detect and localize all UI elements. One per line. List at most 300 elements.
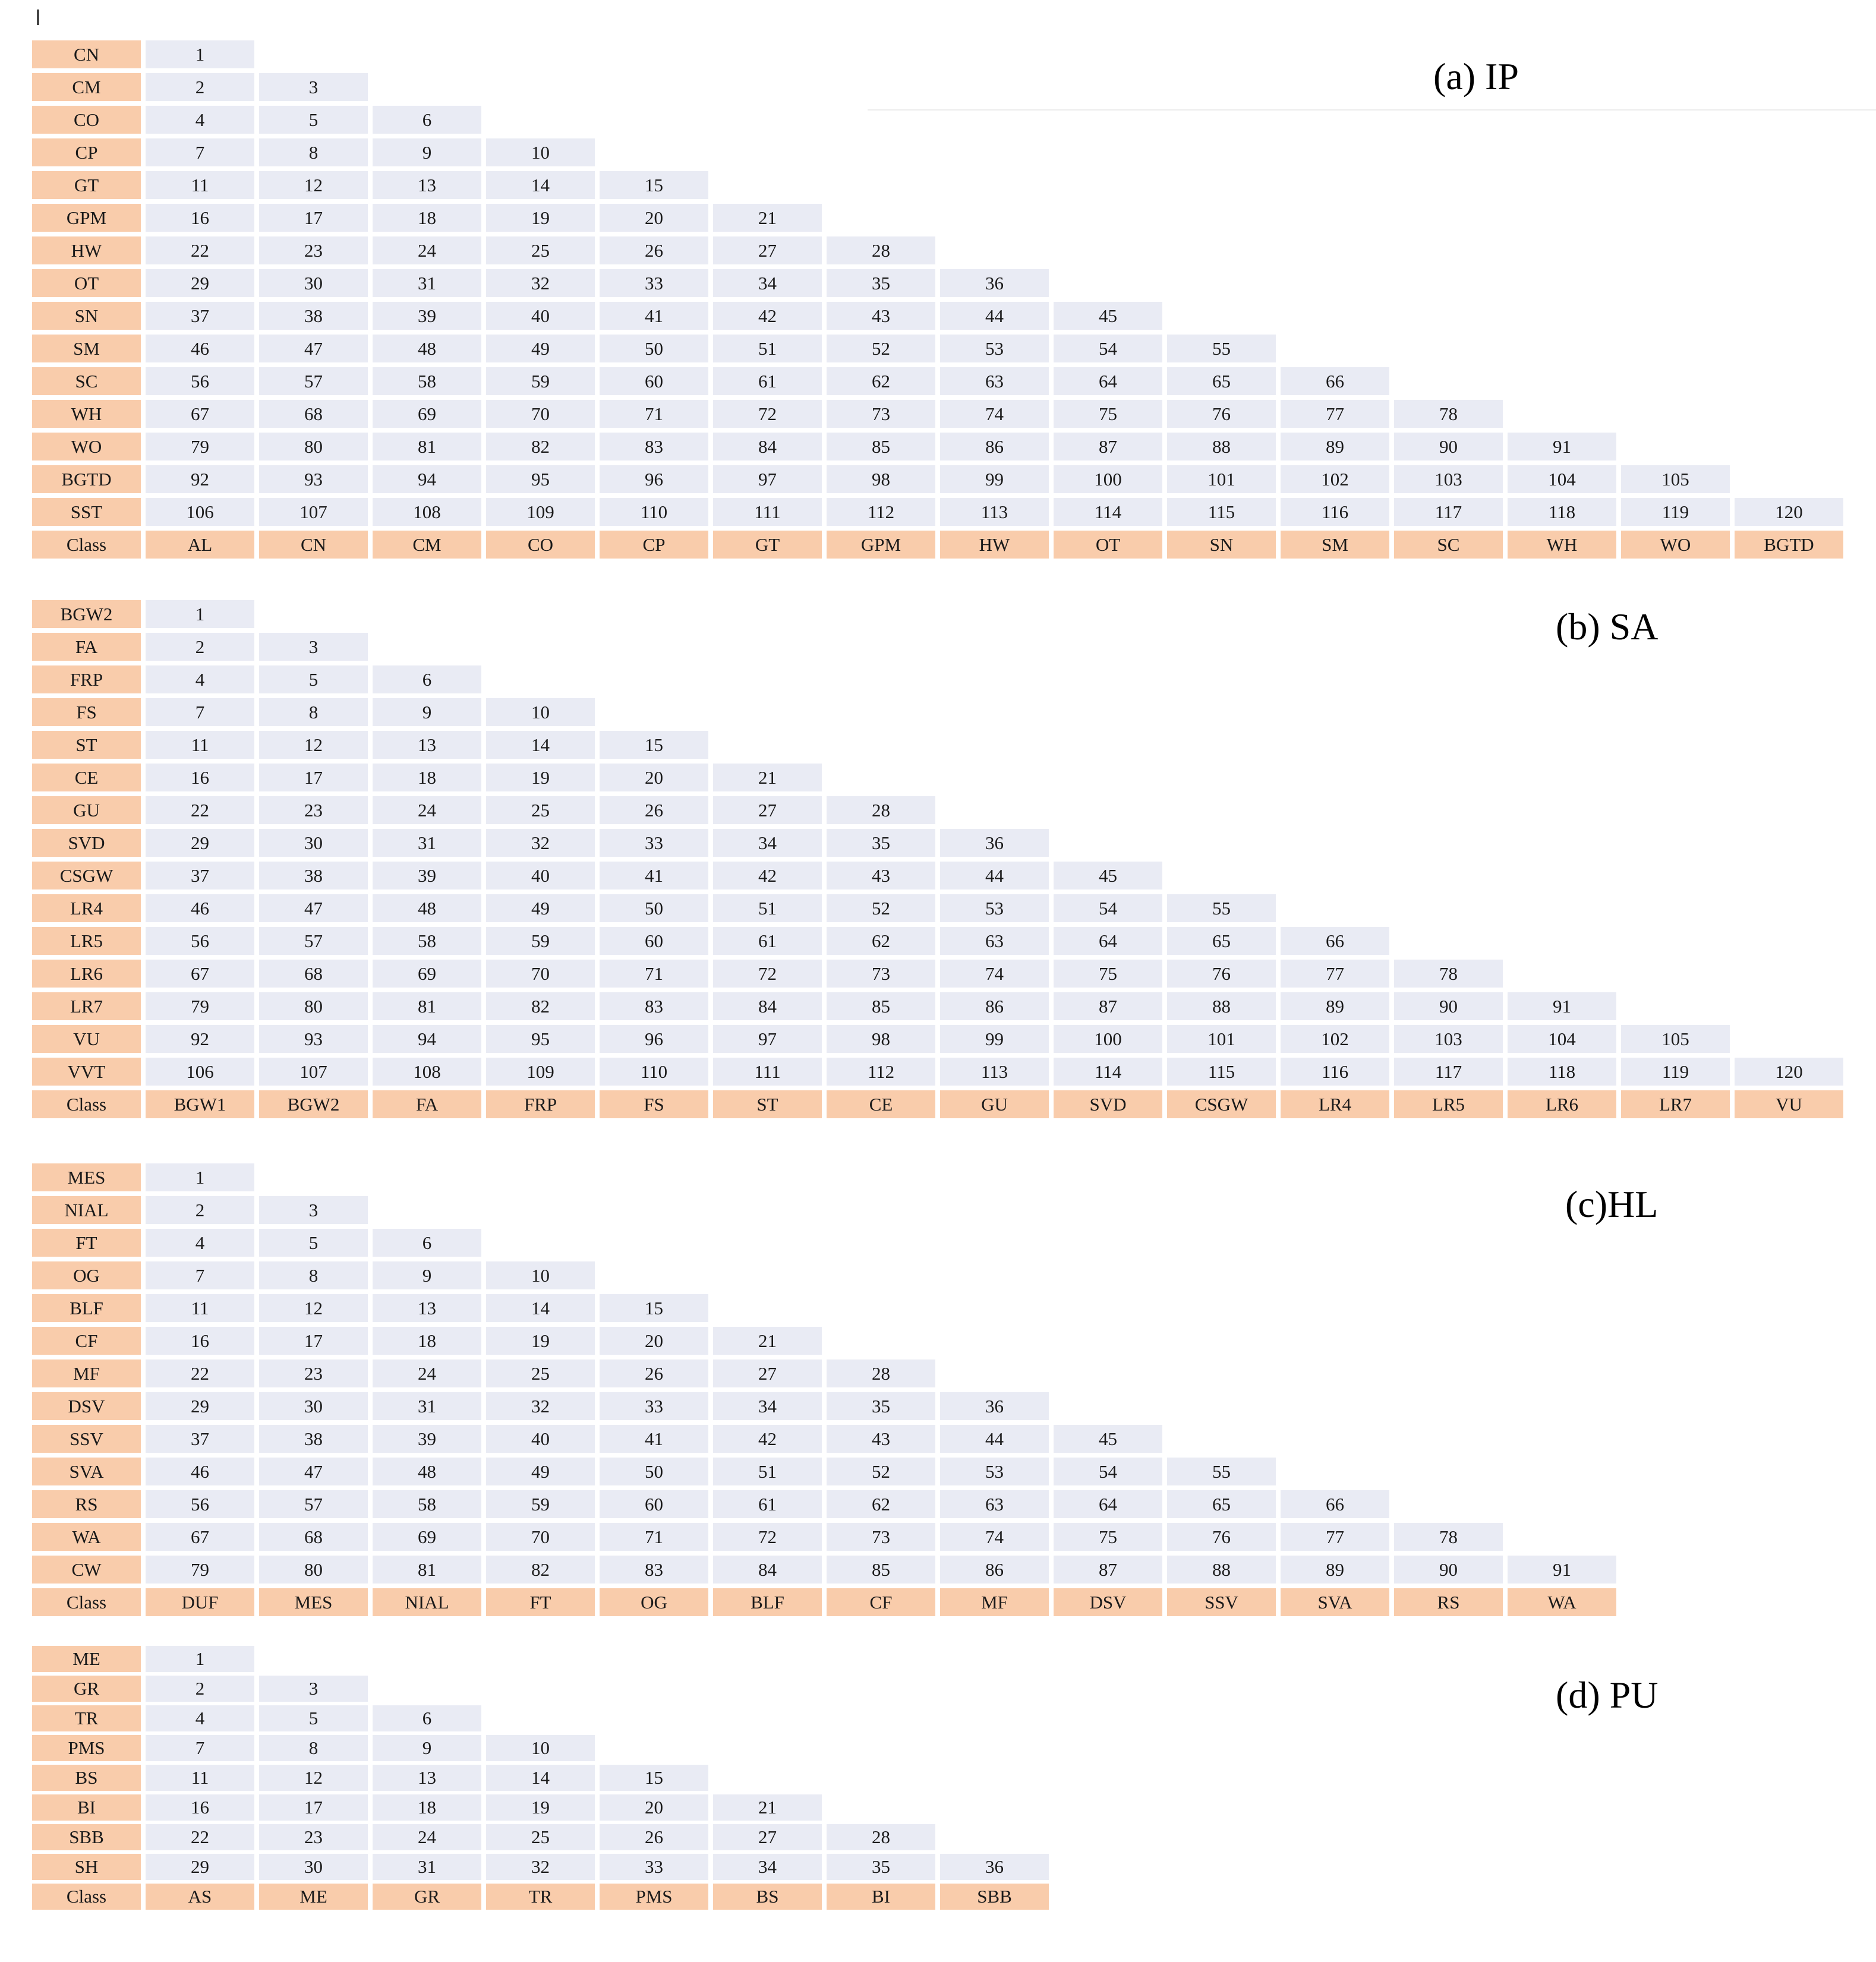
matrix-cell: 111 bbox=[713, 1058, 822, 1086]
matrix-cell: 31 bbox=[373, 1854, 481, 1880]
class-cell: BGTD bbox=[1735, 531, 1843, 559]
matrix-cell: 44 bbox=[940, 1425, 1049, 1453]
matrix-cell: 55 bbox=[1167, 335, 1276, 362]
row-label: WO bbox=[32, 433, 141, 460]
matrix-cell: 118 bbox=[1508, 1058, 1616, 1086]
table-row bbox=[32, 1058, 1848, 1086]
matrix-cell: 35 bbox=[827, 829, 935, 857]
matrix-cell: 105 bbox=[1621, 465, 1730, 493]
matrix-cell: 33 bbox=[600, 269, 708, 297]
table-row bbox=[32, 1392, 1621, 1420]
table-row bbox=[32, 498, 1848, 526]
matrix-cell: 26 bbox=[600, 236, 708, 264]
matrix-cell: 34 bbox=[713, 1854, 822, 1880]
panel-b-table bbox=[32, 600, 1848, 1123]
class-cell: HW bbox=[940, 531, 1049, 559]
matrix-cell: 21 bbox=[713, 204, 822, 232]
matrix-cell: 64 bbox=[1054, 1490, 1162, 1518]
matrix-cell: 117 bbox=[1394, 498, 1503, 526]
matrix-cell: 36 bbox=[940, 1854, 1049, 1880]
matrix-cell: 103 bbox=[1394, 1025, 1503, 1053]
matrix-cell: 70 bbox=[486, 1523, 595, 1551]
matrix-cell: 40 bbox=[486, 302, 595, 330]
matrix-cell: 113 bbox=[940, 498, 1049, 526]
matrix-cell: 15 bbox=[600, 731, 708, 759]
matrix-cell: 60 bbox=[600, 927, 708, 955]
row-label: HW bbox=[32, 236, 141, 264]
class-row bbox=[32, 1090, 1848, 1118]
matrix-cell: 45 bbox=[1054, 302, 1162, 330]
table-row bbox=[32, 1261, 1621, 1289]
matrix-cell: 112 bbox=[827, 498, 935, 526]
matrix-cell: 22 bbox=[146, 1359, 254, 1387]
matrix-cell: 111 bbox=[713, 498, 822, 526]
row-label: SM bbox=[32, 335, 141, 362]
matrix-cell: 69 bbox=[373, 400, 481, 428]
matrix-cell: 105 bbox=[1621, 1025, 1730, 1053]
matrix-cell: 60 bbox=[600, 367, 708, 395]
matrix-cell: 5 bbox=[259, 106, 368, 134]
matrix-cell: 2 bbox=[146, 1196, 254, 1224]
matrix-cell: 39 bbox=[373, 302, 481, 330]
matrix-cell: 74 bbox=[940, 1523, 1049, 1551]
matrix-cell: 24 bbox=[373, 1824, 481, 1850]
table-row bbox=[32, 665, 1848, 693]
matrix-cell: 88 bbox=[1167, 992, 1276, 1020]
row-label: BGW2 bbox=[32, 600, 141, 628]
class-cell: BS bbox=[713, 1884, 822, 1910]
matrix-cell: 28 bbox=[827, 236, 935, 264]
matrix-cell: 38 bbox=[259, 302, 368, 330]
matrix-cell: 38 bbox=[259, 862, 368, 889]
matrix-cell: 87 bbox=[1054, 1556, 1162, 1584]
matrix-cell: 29 bbox=[146, 269, 254, 297]
row-label: SSV bbox=[32, 1425, 141, 1453]
matrix-cell: 32 bbox=[486, 269, 595, 297]
stray-mark bbox=[37, 10, 39, 25]
matrix-cell: 99 bbox=[940, 1025, 1049, 1053]
matrix-cell: 23 bbox=[259, 1824, 368, 1850]
matrix-cell: 39 bbox=[373, 862, 481, 889]
matrix-cell: 68 bbox=[259, 1523, 368, 1551]
matrix-cell: 17 bbox=[259, 1327, 368, 1355]
matrix-cell: 32 bbox=[486, 1392, 595, 1420]
matrix-cell: 79 bbox=[146, 992, 254, 1020]
matrix-cell: 28 bbox=[827, 796, 935, 824]
matrix-cell: 29 bbox=[146, 829, 254, 857]
matrix-cell: 100 bbox=[1054, 1025, 1162, 1053]
matrix-cell: 82 bbox=[486, 992, 595, 1020]
row-label: WH bbox=[32, 400, 141, 428]
matrix-cell: 25 bbox=[486, 796, 595, 824]
matrix-cell: 4 bbox=[146, 665, 254, 693]
row-label: FRP bbox=[32, 665, 141, 693]
matrix-cell: 117 bbox=[1394, 1058, 1503, 1086]
matrix-cell: 8 bbox=[259, 138, 368, 166]
matrix-cell: 34 bbox=[713, 269, 822, 297]
matrix-cell: 43 bbox=[827, 302, 935, 330]
matrix-cell: 49 bbox=[486, 894, 595, 922]
row-label: CO bbox=[32, 106, 141, 134]
matrix-cell: 55 bbox=[1167, 894, 1276, 922]
matrix-cell: 106 bbox=[146, 1058, 254, 1086]
matrix-cell: 70 bbox=[486, 400, 595, 428]
matrix-cell: 48 bbox=[373, 1458, 481, 1485]
matrix-cell: 53 bbox=[940, 1458, 1049, 1485]
class-cell: LR5 bbox=[1394, 1090, 1503, 1118]
matrix-cell: 41 bbox=[600, 1425, 708, 1453]
class-cell: FS bbox=[600, 1090, 708, 1118]
matrix-cell: 36 bbox=[940, 829, 1049, 857]
matrix-cell: 88 bbox=[1167, 1556, 1276, 1584]
matrix-cell: 10 bbox=[486, 1735, 595, 1761]
panel-b-caption: (b) SA bbox=[1556, 605, 1659, 648]
matrix-cell: 118 bbox=[1508, 498, 1616, 526]
matrix-cell: 69 bbox=[373, 1523, 481, 1551]
matrix-cell: 7 bbox=[146, 1735, 254, 1761]
table-row bbox=[32, 1854, 1054, 1880]
matrix-cell: 2 bbox=[146, 73, 254, 101]
matrix-cell: 2 bbox=[146, 633, 254, 661]
class-row bbox=[32, 1884, 1054, 1910]
table-row bbox=[32, 1676, 1054, 1702]
matrix-cell: 58 bbox=[373, 1490, 481, 1518]
table-row bbox=[32, 1523, 1621, 1551]
matrix-cell: 28 bbox=[827, 1359, 935, 1387]
matrix-cell: 109 bbox=[486, 498, 595, 526]
matrix-cell: 3 bbox=[259, 1676, 368, 1702]
matrix-cell: 89 bbox=[1281, 433, 1389, 460]
matrix-cell: 42 bbox=[713, 862, 822, 889]
table-row bbox=[32, 862, 1848, 889]
matrix-cell: 31 bbox=[373, 829, 481, 857]
matrix-cell: 8 bbox=[259, 1261, 368, 1289]
matrix-cell: 89 bbox=[1281, 1556, 1389, 1584]
matrix-cell: 83 bbox=[600, 1556, 708, 1584]
class-cell: BI bbox=[827, 1884, 935, 1910]
matrix-cell: 11 bbox=[146, 1765, 254, 1791]
matrix-cell: 27 bbox=[713, 236, 822, 264]
matrix-cell: 46 bbox=[146, 1458, 254, 1485]
matrix-cell: 80 bbox=[259, 992, 368, 1020]
class-cell: BGW1 bbox=[146, 1090, 254, 1118]
row-label: LR4 bbox=[32, 894, 141, 922]
matrix-cell: 98 bbox=[827, 465, 935, 493]
matrix-cell: 9 bbox=[373, 698, 481, 726]
matrix-cell: 39 bbox=[373, 1425, 481, 1453]
row-label: WA bbox=[32, 1523, 141, 1551]
matrix-cell: 35 bbox=[827, 269, 935, 297]
row-label: VU bbox=[32, 1025, 141, 1053]
matrix-cell: 71 bbox=[600, 400, 708, 428]
matrix-cell: 47 bbox=[259, 335, 368, 362]
class-cell: SVA bbox=[1281, 1588, 1389, 1616]
matrix-cell: 59 bbox=[486, 1490, 595, 1518]
row-label: NIAL bbox=[32, 1196, 141, 1224]
matrix-cell: 67 bbox=[146, 960, 254, 988]
matrix-cell: 48 bbox=[373, 335, 481, 362]
matrix-cell: 48 bbox=[373, 894, 481, 922]
class-cell: CF bbox=[827, 1588, 935, 1616]
matrix-cell: 18 bbox=[373, 1794, 481, 1821]
class-cell: VU bbox=[1735, 1090, 1843, 1118]
matrix-cell: 5 bbox=[259, 1705, 368, 1731]
matrix-cell: 20 bbox=[600, 1327, 708, 1355]
matrix-cell: 86 bbox=[940, 433, 1049, 460]
table-row bbox=[32, 367, 1848, 395]
matrix-cell: 73 bbox=[827, 400, 935, 428]
matrix-cell: 5 bbox=[259, 665, 368, 693]
matrix-cell: 17 bbox=[259, 204, 368, 232]
matrix-cell: 52 bbox=[827, 894, 935, 922]
row-label: SVD bbox=[32, 829, 141, 857]
matrix-cell: 10 bbox=[486, 1261, 595, 1289]
matrix-cell: 63 bbox=[940, 1490, 1049, 1518]
class-cell: LR7 bbox=[1621, 1090, 1730, 1118]
matrix-cell: 45 bbox=[1054, 862, 1162, 889]
matrix-cell: 91 bbox=[1508, 1556, 1616, 1584]
matrix-cell: 53 bbox=[940, 894, 1049, 922]
matrix-cell: 14 bbox=[486, 1294, 595, 1322]
panel-d-table bbox=[32, 1646, 1054, 1913]
matrix-cell: 79 bbox=[146, 433, 254, 460]
matrix-cell: 82 bbox=[486, 433, 595, 460]
matrix-cell: 14 bbox=[486, 731, 595, 759]
matrix-cell: 29 bbox=[146, 1392, 254, 1420]
row-label: OG bbox=[32, 1261, 141, 1289]
matrix-cell: 47 bbox=[259, 894, 368, 922]
class-cell: GR bbox=[373, 1884, 481, 1910]
table-row bbox=[32, 236, 1848, 264]
matrix-cell: 37 bbox=[146, 862, 254, 889]
matrix-cell: 76 bbox=[1167, 960, 1276, 988]
matrix-cell: 5 bbox=[259, 1229, 368, 1257]
table-row bbox=[32, 465, 1848, 493]
table-row bbox=[32, 1163, 1621, 1191]
matrix-cell: 13 bbox=[373, 171, 481, 199]
matrix-cell: 15 bbox=[600, 1294, 708, 1322]
matrix-cell: 76 bbox=[1167, 1523, 1276, 1551]
matrix-cell: 110 bbox=[600, 1058, 708, 1086]
class-row-header: Class bbox=[32, 1588, 141, 1616]
matrix-cell: 62 bbox=[827, 1490, 935, 1518]
matrix-cell: 88 bbox=[1167, 433, 1276, 460]
table-row bbox=[32, 829, 1848, 857]
panel-c-caption: (c)HL bbox=[1565, 1183, 1659, 1225]
matrix-cell: 68 bbox=[259, 400, 368, 428]
matrix-cell: 67 bbox=[146, 1523, 254, 1551]
matrix-cell: 56 bbox=[146, 927, 254, 955]
row-label: TR bbox=[32, 1705, 141, 1731]
matrix-cell: 35 bbox=[827, 1854, 935, 1880]
matrix-cell: 4 bbox=[146, 1229, 254, 1257]
panel-c-table bbox=[32, 1163, 1621, 1621]
matrix-cell: 6 bbox=[373, 1705, 481, 1731]
row-label: FT bbox=[32, 1229, 141, 1257]
matrix-cell: 42 bbox=[713, 302, 822, 330]
row-label: VVT bbox=[32, 1058, 141, 1086]
matrix-cell: 108 bbox=[373, 498, 481, 526]
matrix-cell: 9 bbox=[373, 138, 481, 166]
matrix-cell: 77 bbox=[1281, 400, 1389, 428]
matrix-cell: 78 bbox=[1394, 1523, 1503, 1551]
matrix-cell: 112 bbox=[827, 1058, 935, 1086]
matrix-cell: 51 bbox=[713, 335, 822, 362]
matrix-cell: 7 bbox=[146, 698, 254, 726]
table-row bbox=[32, 927, 1848, 955]
matrix-cell: 64 bbox=[1054, 367, 1162, 395]
class-cell: SBB bbox=[940, 1884, 1049, 1910]
matrix-cell: 36 bbox=[940, 1392, 1049, 1420]
table-row bbox=[32, 1705, 1054, 1731]
matrix-cell: 27 bbox=[713, 1359, 822, 1387]
matrix-cell: 75 bbox=[1054, 400, 1162, 428]
class-cell: OG bbox=[600, 1588, 708, 1616]
matrix-cell: 22 bbox=[146, 236, 254, 264]
matrix-cell: 54 bbox=[1054, 1458, 1162, 1485]
class-row-header: Class bbox=[32, 1090, 141, 1118]
class-cell: ST bbox=[713, 1090, 822, 1118]
matrix-cell: 18 bbox=[373, 764, 481, 791]
class-row-header: Class bbox=[32, 531, 141, 559]
row-label: CN bbox=[32, 40, 141, 68]
matrix-cell: 11 bbox=[146, 171, 254, 199]
class-cell: AS bbox=[146, 1884, 254, 1910]
matrix-cell: 1 bbox=[146, 40, 254, 68]
matrix-cell: 40 bbox=[486, 1425, 595, 1453]
row-label: CSGW bbox=[32, 862, 141, 889]
table-row bbox=[32, 138, 1848, 166]
matrix-cell: 97 bbox=[713, 1025, 822, 1053]
matrix-cell: 106 bbox=[146, 498, 254, 526]
matrix-cell: 38 bbox=[259, 1425, 368, 1453]
matrix-cell: 89 bbox=[1281, 992, 1389, 1020]
table-row bbox=[32, 1425, 1621, 1453]
matrix-cell: 90 bbox=[1394, 1556, 1503, 1584]
matrix-cell: 93 bbox=[259, 1025, 368, 1053]
matrix-cell: 113 bbox=[940, 1058, 1049, 1086]
matrix-cell: 30 bbox=[259, 269, 368, 297]
matrix-cell: 12 bbox=[259, 731, 368, 759]
matrix-cell: 75 bbox=[1054, 1523, 1162, 1551]
matrix-cell: 21 bbox=[713, 764, 822, 791]
class-cell: ME bbox=[259, 1884, 368, 1910]
class-cell: CP bbox=[600, 531, 708, 559]
table-row bbox=[32, 73, 1848, 101]
matrix-cell: 91 bbox=[1508, 433, 1616, 460]
table-row bbox=[32, 1229, 1621, 1257]
row-label: GU bbox=[32, 796, 141, 824]
matrix-cell: 35 bbox=[827, 1392, 935, 1420]
matrix-cell: 116 bbox=[1281, 1058, 1389, 1086]
matrix-cell: 116 bbox=[1281, 498, 1389, 526]
matrix-cell: 27 bbox=[713, 796, 822, 824]
table-row bbox=[32, 1196, 1621, 1224]
row-label: CP bbox=[32, 138, 141, 166]
row-label: SVA bbox=[32, 1458, 141, 1485]
matrix-cell: 72 bbox=[713, 960, 822, 988]
row-label: CE bbox=[32, 764, 141, 791]
table-row bbox=[32, 894, 1848, 922]
matrix-cell: 50 bbox=[600, 335, 708, 362]
matrix-cell: 12 bbox=[259, 1294, 368, 1322]
row-label: SBB bbox=[32, 1824, 141, 1850]
matrix-cell: 20 bbox=[600, 204, 708, 232]
matrix-cell: 81 bbox=[373, 1556, 481, 1584]
matrix-cell: 25 bbox=[486, 236, 595, 264]
matrix-cell: 28 bbox=[827, 1824, 935, 1850]
matrix-cell: 54 bbox=[1054, 894, 1162, 922]
matrix-cell: 33 bbox=[600, 829, 708, 857]
matrix-cell: 92 bbox=[146, 1025, 254, 1053]
table-row bbox=[32, 1646, 1054, 1672]
matrix-cell: 84 bbox=[713, 1556, 822, 1584]
row-label: FS bbox=[32, 698, 141, 726]
matrix-cell: 66 bbox=[1281, 1490, 1389, 1518]
class-cell: BLF bbox=[713, 1588, 822, 1616]
matrix-cell: 27 bbox=[713, 1824, 822, 1850]
matrix-cell: 59 bbox=[486, 367, 595, 395]
matrix-cell: 80 bbox=[259, 1556, 368, 1584]
row-label: ME bbox=[32, 1646, 141, 1672]
matrix-cell: 51 bbox=[713, 1458, 822, 1485]
matrix-cell: 68 bbox=[259, 960, 368, 988]
matrix-cell: 94 bbox=[373, 1025, 481, 1053]
class-cell: CO bbox=[486, 531, 595, 559]
matrix-cell: 103 bbox=[1394, 465, 1503, 493]
matrix-cell: 84 bbox=[713, 433, 822, 460]
row-label: SH bbox=[32, 1854, 141, 1880]
row-label: OT bbox=[32, 269, 141, 297]
matrix-cell: 6 bbox=[373, 106, 481, 134]
class-cell: SVD bbox=[1054, 1090, 1162, 1118]
table-row bbox=[32, 600, 1848, 628]
matrix-cell: 33 bbox=[600, 1854, 708, 1880]
class-cell: GPM bbox=[827, 531, 935, 559]
matrix-cell: 57 bbox=[259, 367, 368, 395]
matrix-cell: 10 bbox=[486, 138, 595, 166]
matrix-cell: 65 bbox=[1167, 1490, 1276, 1518]
matrix-cell: 57 bbox=[259, 927, 368, 955]
matrix-cell: 23 bbox=[259, 1359, 368, 1387]
panel-d-caption: (d) PU bbox=[1556, 1674, 1659, 1716]
matrix-cell: 58 bbox=[373, 367, 481, 395]
matrix-cell: 70 bbox=[486, 960, 595, 988]
matrix-cell: 66 bbox=[1281, 927, 1389, 955]
matrix-cell: 47 bbox=[259, 1458, 368, 1485]
class-cell: LR4 bbox=[1281, 1090, 1389, 1118]
row-label: SN bbox=[32, 302, 141, 330]
matrix-cell: 102 bbox=[1281, 465, 1389, 493]
matrix-cell: 3 bbox=[259, 1196, 368, 1224]
matrix-cell: 71 bbox=[600, 960, 708, 988]
matrix-cell: 102 bbox=[1281, 1025, 1389, 1053]
matrix-cell: 99 bbox=[940, 465, 1049, 493]
matrix-cell: 15 bbox=[600, 171, 708, 199]
matrix-cell: 80 bbox=[259, 433, 368, 460]
matrix-cell: 44 bbox=[940, 302, 1049, 330]
matrix-cell: 71 bbox=[600, 1523, 708, 1551]
matrix-cell: 62 bbox=[827, 367, 935, 395]
row-label: LR6 bbox=[32, 960, 141, 988]
table-row bbox=[32, 1556, 1621, 1584]
matrix-cell: 120 bbox=[1735, 498, 1843, 526]
matrix-cell: 31 bbox=[373, 269, 481, 297]
matrix-cell: 91 bbox=[1508, 992, 1616, 1020]
table-row bbox=[32, 992, 1848, 1020]
table-row bbox=[32, 1359, 1621, 1387]
matrix-cell: 98 bbox=[827, 1025, 935, 1053]
